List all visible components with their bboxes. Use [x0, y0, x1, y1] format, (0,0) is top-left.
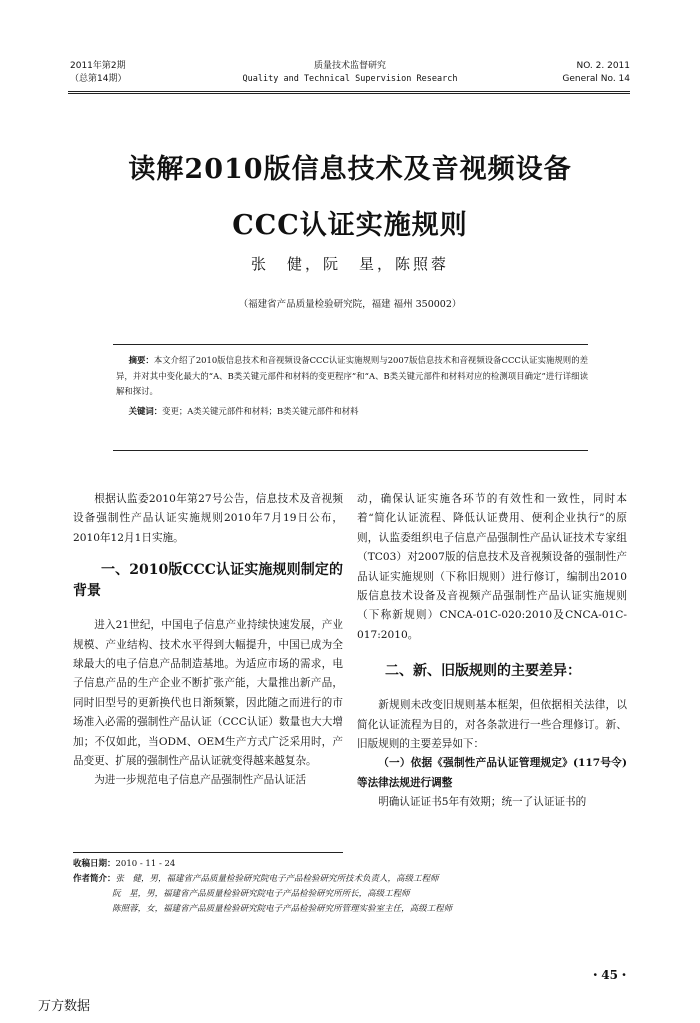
abstract-label: 摘要： — [128, 355, 154, 365]
footnote — [73, 857, 633, 917]
header-rule-2 — [68, 93, 630, 94]
keywords-text: 变更；A类关键元部件和材料；B类关键元部件和材料 — [162, 405, 359, 416]
received-value: 2010 - 11 - 24 — [115, 859, 176, 869]
section1-paragraph2: 为进一步规范电子信息产品强制性产品认证活 — [94, 774, 307, 787]
right-column — [357, 490, 627, 813]
author-intro-2 — [73, 887, 633, 902]
received-label: 收稿日期： — [73, 859, 116, 869]
author-intro-text-2: 阮 星，男，福建省产品质量检验研究院电子产品检验研究所所长，高级工程师 — [112, 889, 410, 899]
total-issue: （总第14期） — [70, 74, 127, 84]
article-title-line1: 读解2010版信息技术及音视频设备 — [128, 154, 572, 185]
abstract — [116, 353, 588, 400]
issue-no: NO. 2. 2011 — [576, 61, 630, 71]
article-affiliation: （福建省产品质量检验研究院，福建 福州 350002） — [238, 299, 462, 310]
section2-paragraph1: 新规则未改变旧规则基本框架，但依据相关法律，以简化认证流程为目的，对各条款进行一些合理修订。新、旧版规则的主要差异如下： — [357, 699, 627, 751]
journal-title-en: Quality and Technical Supervision Research — [242, 74, 458, 84]
right-paragraph1: 动，确保认证实施各环节的有效性和一致性，同时本着“简化认证流程、降低认证费用、便利企业执行”的原则，认监委组织电子信息产品强制性产品认证技术专家组（TC03）对2007版的信息技术及音视频设备的强制性产品认证实施规则（下称旧规则）进行修订，编制出2010版信息技术设备及音视频产品强制性产品认证实施规则（下称新规则）CNCA-01C-020:2010及CNCA-01C-017:2010。 — [357, 493, 627, 641]
page-number: ・45・ — [589, 968, 630, 982]
intro-paragraph: 根据认监委2010年第27号公告，信息技术及音视频设备强制性产品认证实施规则2010年7月19日公布，2010年12月1日实施。 — [73, 493, 343, 544]
journal-title-cn: 质量技术监督研究 — [313, 61, 386, 71]
author-intro-label: 作者简介： — [73, 874, 116, 884]
article-authors: 张 健，阮 星，陈照蓉 — [250, 255, 449, 273]
author-intro-1 — [73, 872, 633, 887]
header-center — [200, 60, 500, 86]
general-no: General No. 14 — [562, 74, 630, 84]
footnote-rule — [73, 852, 343, 853]
subsection1-heading: （一）依据《强制性产品认证管理规定》(117号令)等法律法规进行调整 — [357, 757, 627, 789]
abstract-rule-top — [113, 344, 588, 345]
section1-paragraph1: 进入21世纪，中国电子信息产业持续快速发展，产业规模、产业结构、技术水平得到大幅提升，中国已成为全球最大的电子信息产品制造基地。为适应市场的需求，电子信息产品的生产企业不断扩张产能，大量推出新产品，同时旧型号的更新换代也日渐频繁，因此随之而进行的市场准入必需的强制性产品认证（CCC认证）数量也大大增加；不仅如此，当ODM、OEM生产方式广泛采用时，产品变更、扩展的强制性产品认证就变得越来越复杂。 — [73, 619, 343, 768]
header-left — [70, 60, 126, 86]
header-right — [562, 60, 630, 86]
watermark: 万方数据 — [38, 999, 91, 1014]
abstract-rule-bottom — [113, 450, 588, 451]
left-column — [73, 490, 343, 791]
keywords-label: 关键词： — [128, 405, 163, 416]
subsection1-paragraph1: 明确认证证书5年有效期；统一了认证证书的 — [378, 796, 587, 809]
abstract-text: 本文介绍了2010版信息技术和音视频设备CCC认证实施规则与2007版信息技术和音视频设备CCC认证实施规则的差异，并对其中变化最大的“A、B类关键元部件和材料的变更程序”和“A、B类关键元部件和材料对应的检测项目确定”进行详细读解和探讨。 — [116, 355, 588, 396]
year-issue: 2011年第2期 — [70, 61, 126, 71]
article-title-line2: CCC认证实施规则 — [232, 210, 468, 241]
section1-heading: 一、2010版CCC认证实施规则制定的背景 — [73, 562, 343, 600]
keywords — [116, 404, 588, 420]
received-date — [73, 857, 633, 872]
author-intro-3 — [73, 902, 633, 917]
author-intro-text-3: 陈照蓉，女，福建省产品质量检验研究院电子产品检验研究所管理实验室主任，高级工程师 — [112, 904, 453, 914]
abstract-block — [116, 353, 588, 419]
header-rule — [68, 91, 630, 92]
section2-heading: 二、新、旧版规则的主要差异： — [385, 663, 581, 680]
author-intro-text-1: 张 健，男，福建省产品质量检验研究院电子产品检验研究所技术负责人，高级工程师 — [115, 874, 439, 884]
